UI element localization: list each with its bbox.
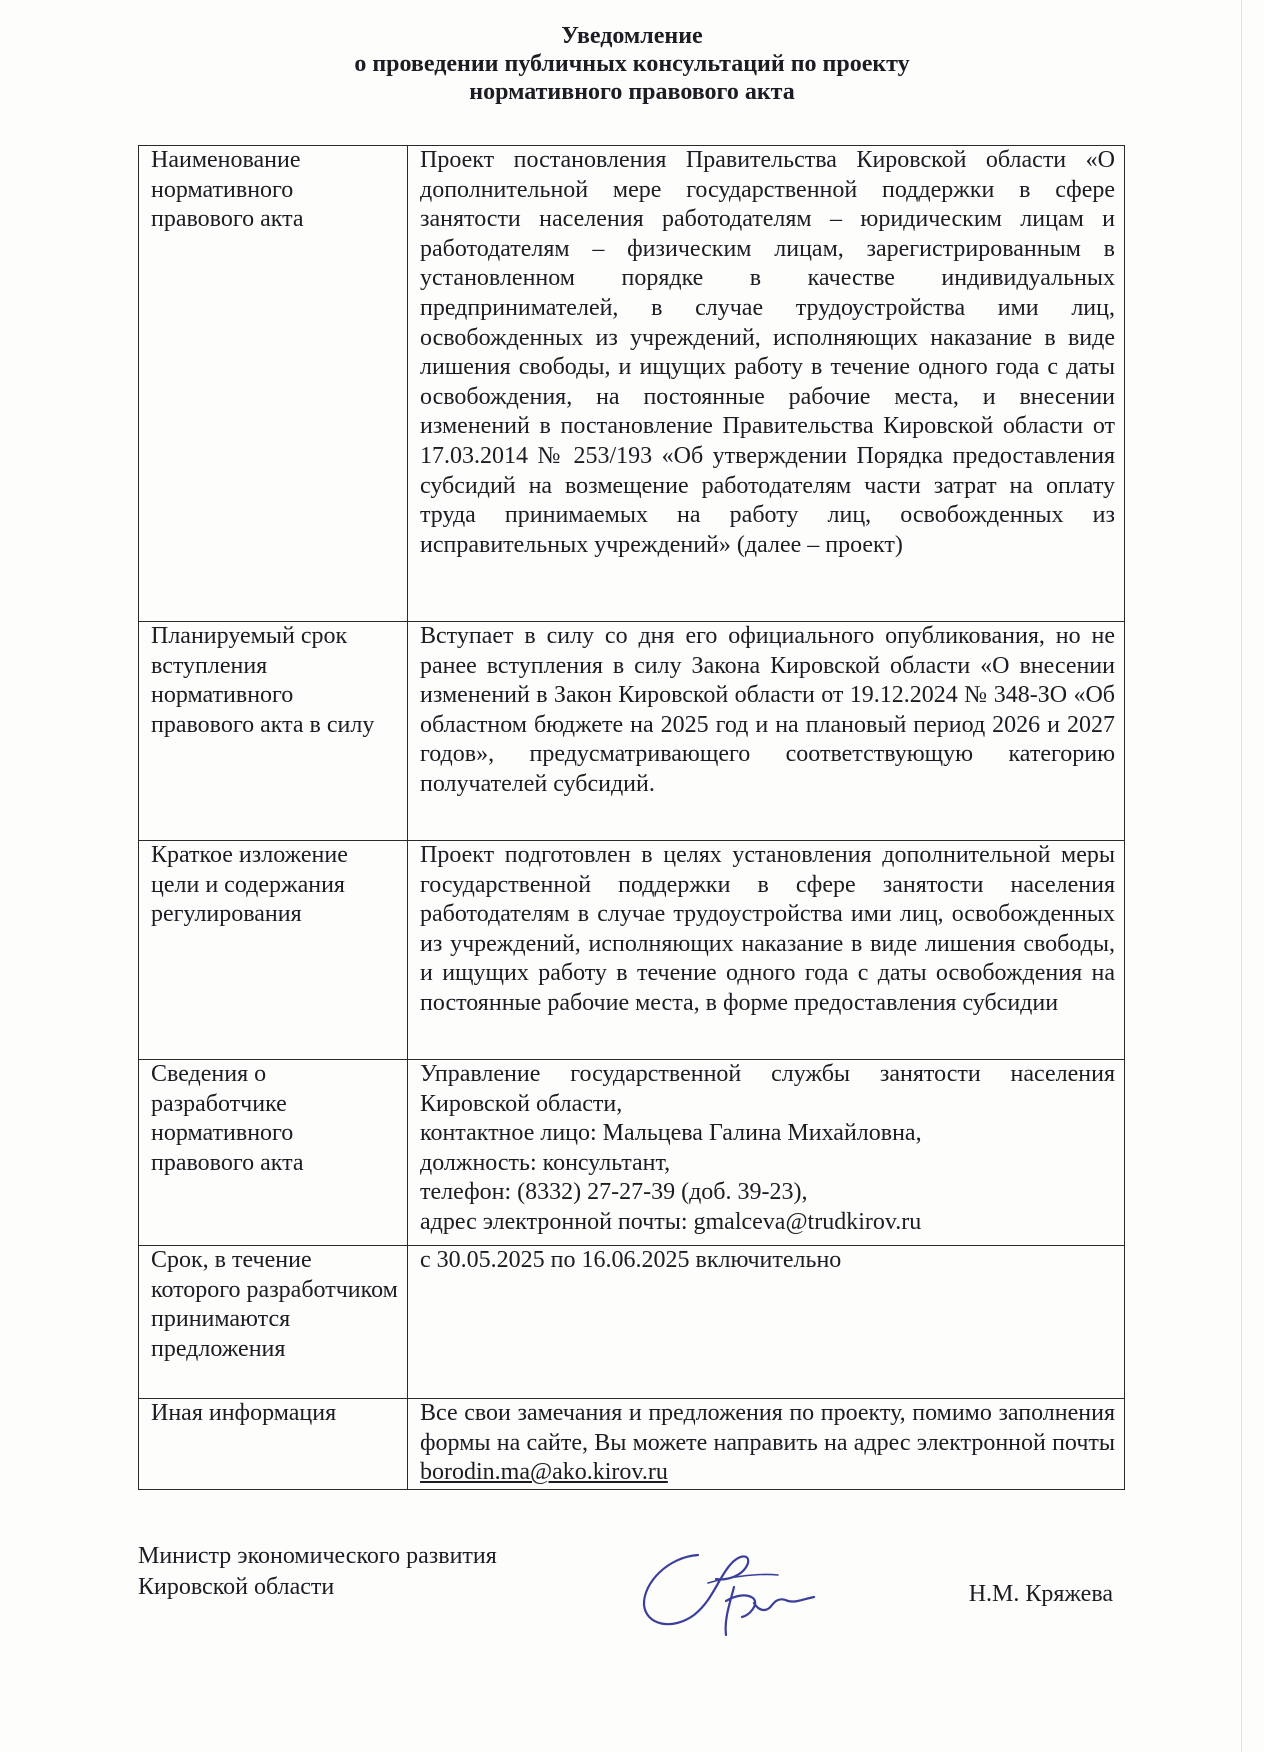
row-value [408, 1399, 1125, 1490]
signer-position-line-1: Министр экономического развития [138, 1543, 497, 1569]
row-value [408, 1060, 1125, 1246]
row-value: Вступает в силу со дня его официального опубликования, но не ранее вступления в силу Закона Кировской области «О внесении изменений в Закон Кировской области от 19.12.2024 № 348-ЗО «Об областном бюджете на 2025 год и на плановый период 2026 и 2027 годов», предусматривающего соответствующую категорию получателей субсидий. [408, 622, 1125, 841]
table-row-other-info [139, 1399, 1125, 1490]
row-label: Планируемый срок вступления нормативного правового акта в силу [139, 622, 408, 841]
signer-name: Н.М. Кряжева [968, 1581, 1113, 1607]
title-line-1: Уведомление [561, 23, 703, 49]
developer-phone: телефон: (8332) 27-27-39 (доб. 39-23), [420, 1179, 808, 1206]
developer-position: должность: консультант, [420, 1149, 671, 1176]
table-row-effective-date [139, 622, 1125, 841]
title-line-2: о проведении публичных консультаций по проекту [354, 51, 910, 77]
developer-email: адрес электронной почты: gmalceva@trudkirov.ru [420, 1208, 922, 1235]
document-title [0, 22, 1264, 106]
table-row-developer [139, 1060, 1125, 1246]
row-value: с 30.05.2025 по 16.06.2025 включительно [408, 1246, 1125, 1399]
handwritten-signature [638, 1543, 818, 1643]
notice-table [138, 145, 1125, 1490]
row-label: Иная информация [139, 1399, 408, 1490]
row-label: Наименование нормативного правового акта [139, 146, 408, 622]
scan-edge-line [1241, 0, 1242, 1752]
row-label: Срок, в течение которого разработчиком принимаются предложения [139, 1246, 408, 1399]
table-row-summary [139, 841, 1125, 1060]
title-line-3: нормативного правового акта [469, 79, 795, 105]
email-link[interactable]: borodin.ma@ako.kirov.ru [420, 1459, 668, 1486]
table-row-act-name [139, 146, 1125, 622]
row-label: Краткое изложение цели и содержания регулирования [139, 841, 408, 1060]
signer-position [138, 1541, 497, 1603]
developer-line-1: Управление государственной службы занятости населения Кировской области, [420, 1061, 1115, 1117]
developer-contact-person: контактное лицо: Мальцева Галина Михайловна, [420, 1120, 922, 1147]
row-value: Проект подготовлен в целях установления дополнительной меры государственной поддержки в сфере занятости населения работодателям в случае трудоустройства ими лиц, освобожденных из учреждений, исполняющих наказание в виде лишения свободы, и ищущих работу в течение одного года с даты освобождения на постоянные рабочие места, в форме предоставления субсидии [408, 841, 1125, 1060]
other-info-text: Все свои замечания и предложения по проекту, помимо заполнения формы на сайте, Вы можете направить на адрес электронной почты [420, 1400, 1115, 1456]
table-row-proposal-period [139, 1246, 1125, 1399]
row-value: Проект постановления Правительства Кировской области «О дополнительной мере государственной поддержки в сфере занятости населения работодателям – юридическим лицам и работодателям – физическим лицам, зарегистрированным в установленном порядке в качестве индивидуальных предпринимателей, в случае трудоустройства ими лиц, освобожденных из учреждений, исполняющих наказание в виде лишения свободы, и ищущих работу в течение одного года с даты освобождения, на постоянные рабочие места, и внесении изменений в постановление Правительства Кировской области от 17.03.2014 № 253/193 «Об утверждении Порядка предоставления субсидий на возмещение работодателям части затрат на оплату труда принимаемых на работу лиц, освобожденных из исправительных учреждений» (далее – проект) [408, 146, 1125, 622]
row-label: Сведения о разработчике нормативного правового акта [139, 1060, 408, 1246]
signer-position-line-2: Кировской области [138, 1574, 335, 1600]
